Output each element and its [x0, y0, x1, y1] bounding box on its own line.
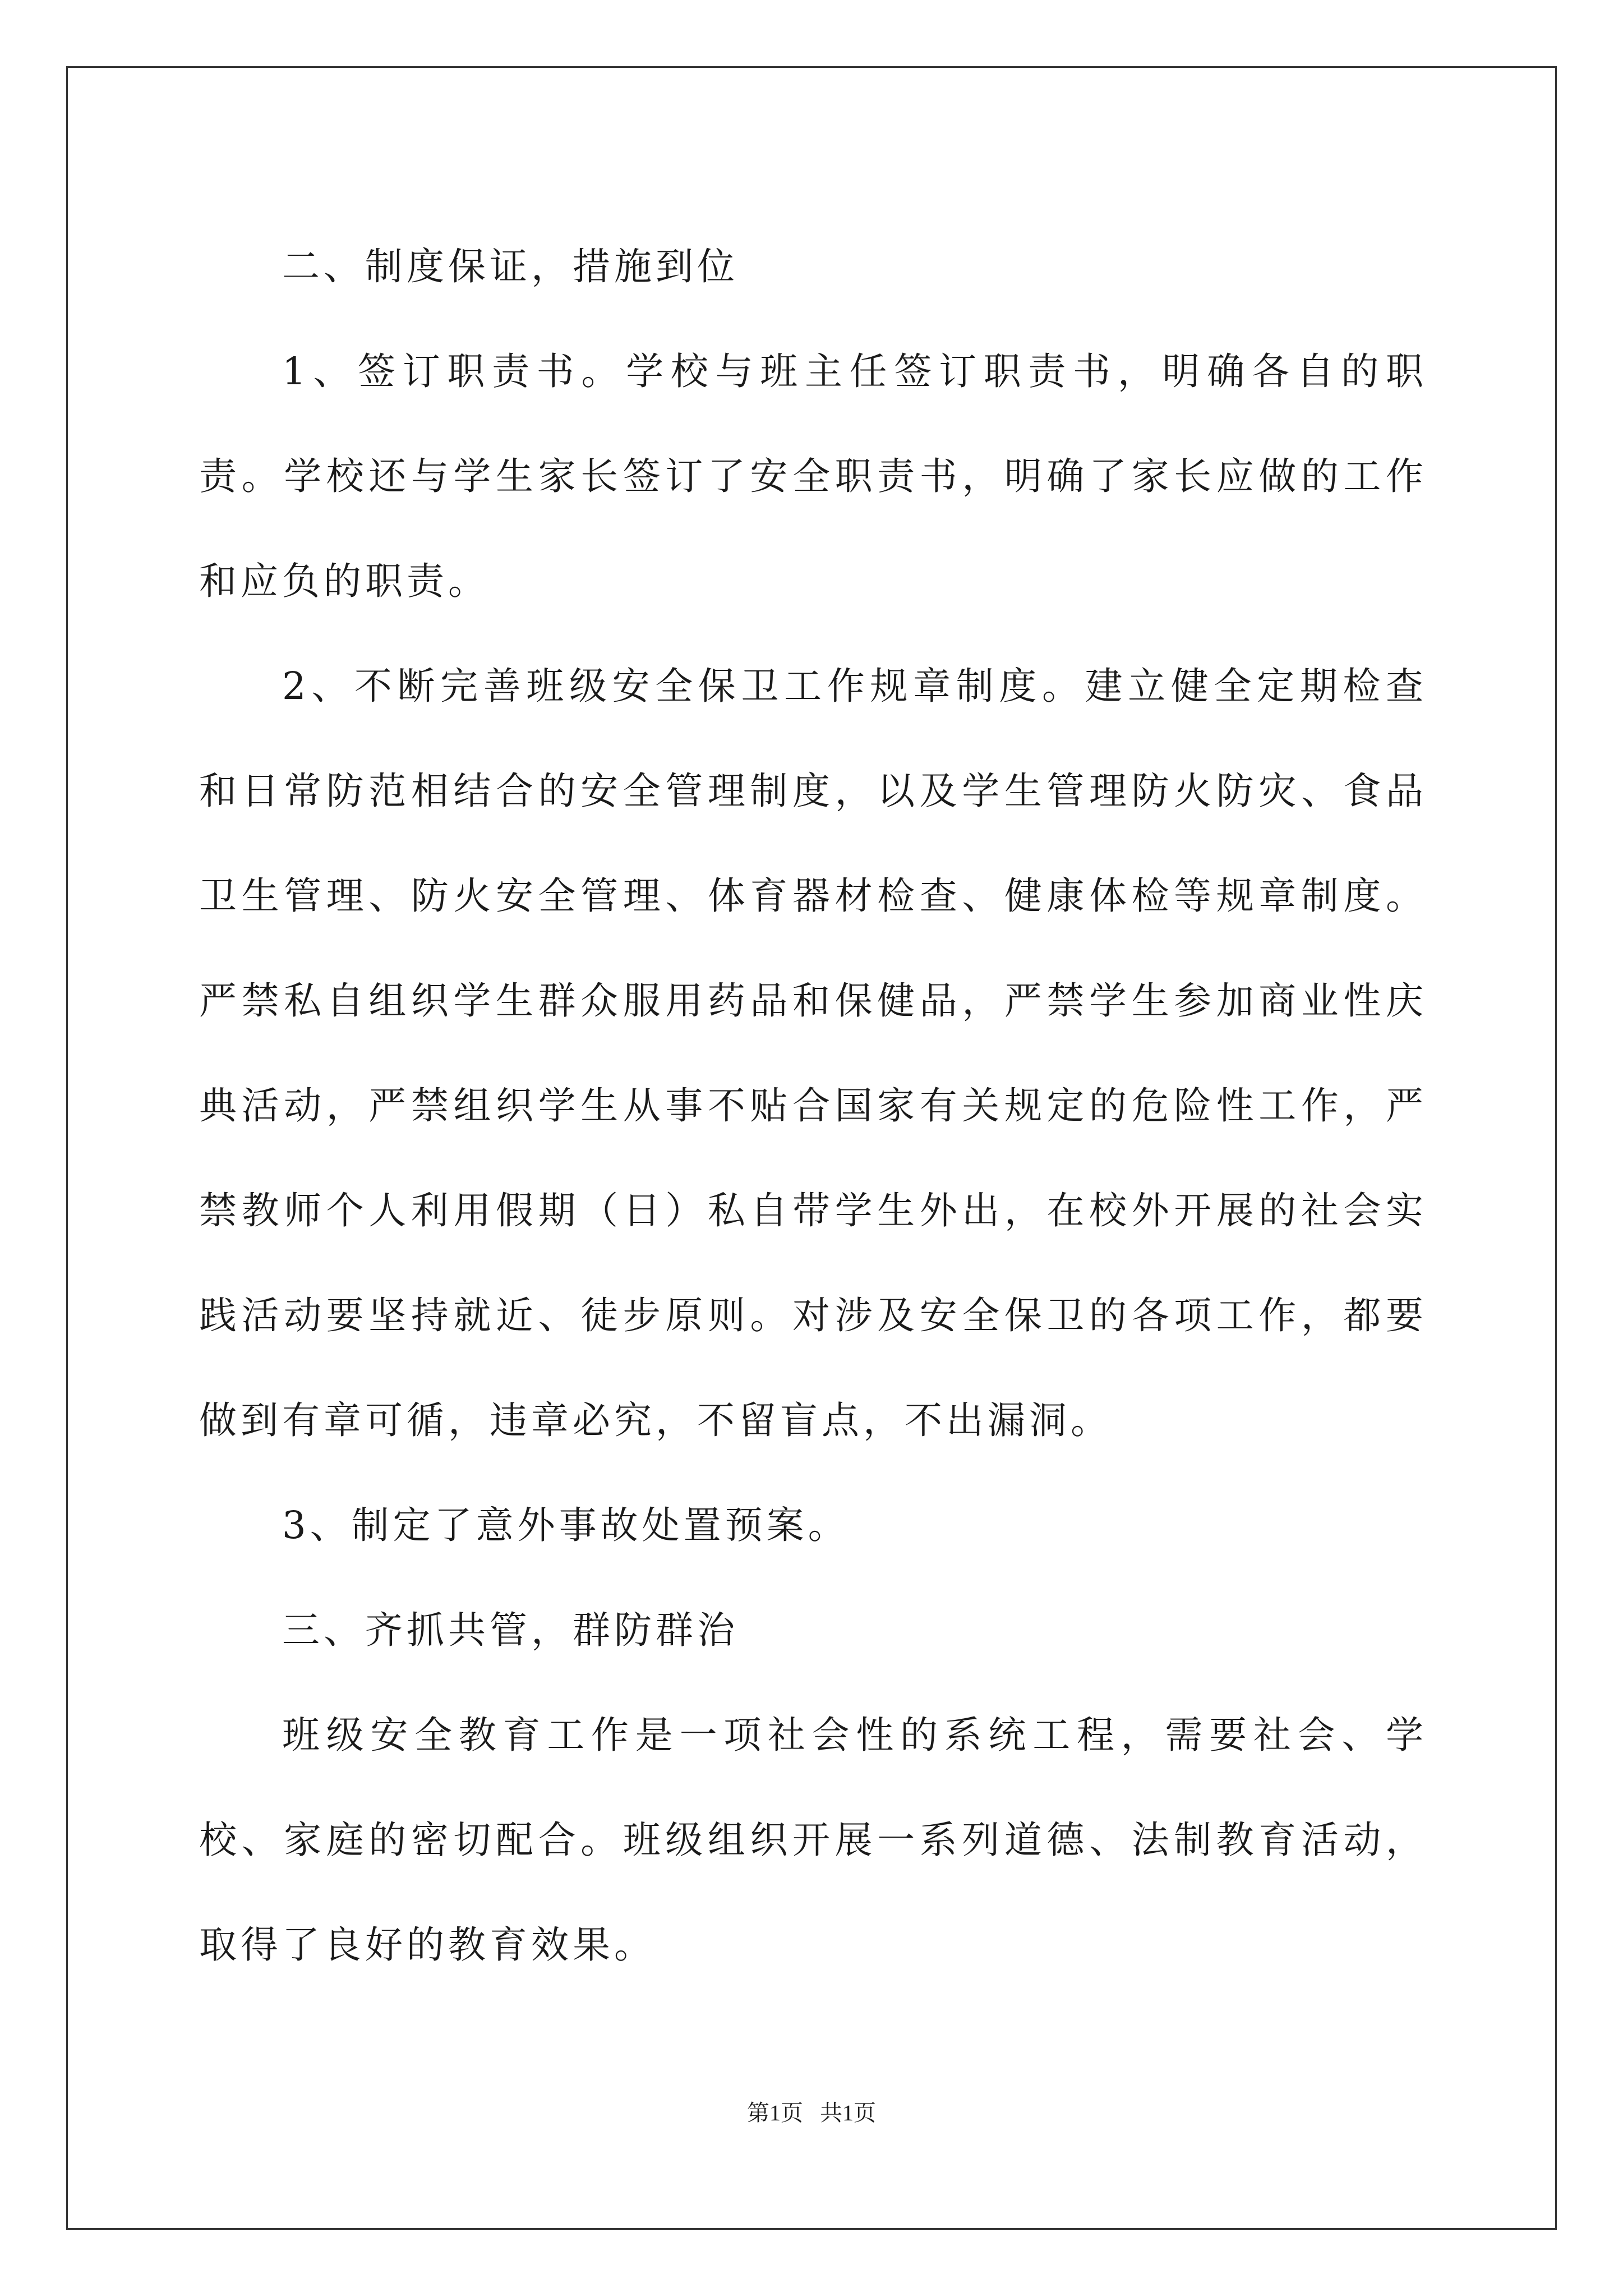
- paragraph-item-3: 3、制定了意外事故处置预案。: [282, 1503, 850, 1547]
- page-number: 第1页 共1页: [747, 2100, 876, 2125]
- paragraph-item-2: 2、不断完善班级安全保卫工作规章制度。建立健全定期检查和日常防范相结合的安全管理制度，以及学生管理防火防灾、食品卫生管理、防火安全管理、体育器材检查、健康体检等规章制度。严禁私自组织学生群众服用药品和保健品，严禁学生参加商业性庆典活动，严禁组织学生从事不贴合国家有关规定的危险性工作，严禁教师个人利用假期（日）私自带学生外出，在校外开展的社会实践活动要坚持就近、徒步原则。对涉及安全保卫的各项工作，都要做到有章可循，违章必究，不留盲点，不出漏洞。: [199, 664, 1427, 1442]
- paragraph-summary: 班级安全教育工作是一项社会性的系统工程，需要社会、学校、家庭的密切配合。班级组织开展一系列道德、法制教育活动，取得了良好的教育效果。: [199, 1713, 1427, 1967]
- section-heading-3: 三、齐抓共管，群防群治: [282, 1608, 739, 1652]
- section-heading-2: 二、制度保证，措施到位: [282, 245, 739, 288]
- document-body: [199, 214, 1427, 1998]
- paragraph-item-1: 1、签订职责书。学校与班主任签订职责书，明确各自的职责。学校还与学生家长签订了安全职责书，明确了家长应做的工作和应负的职责。: [199, 349, 1427, 603]
